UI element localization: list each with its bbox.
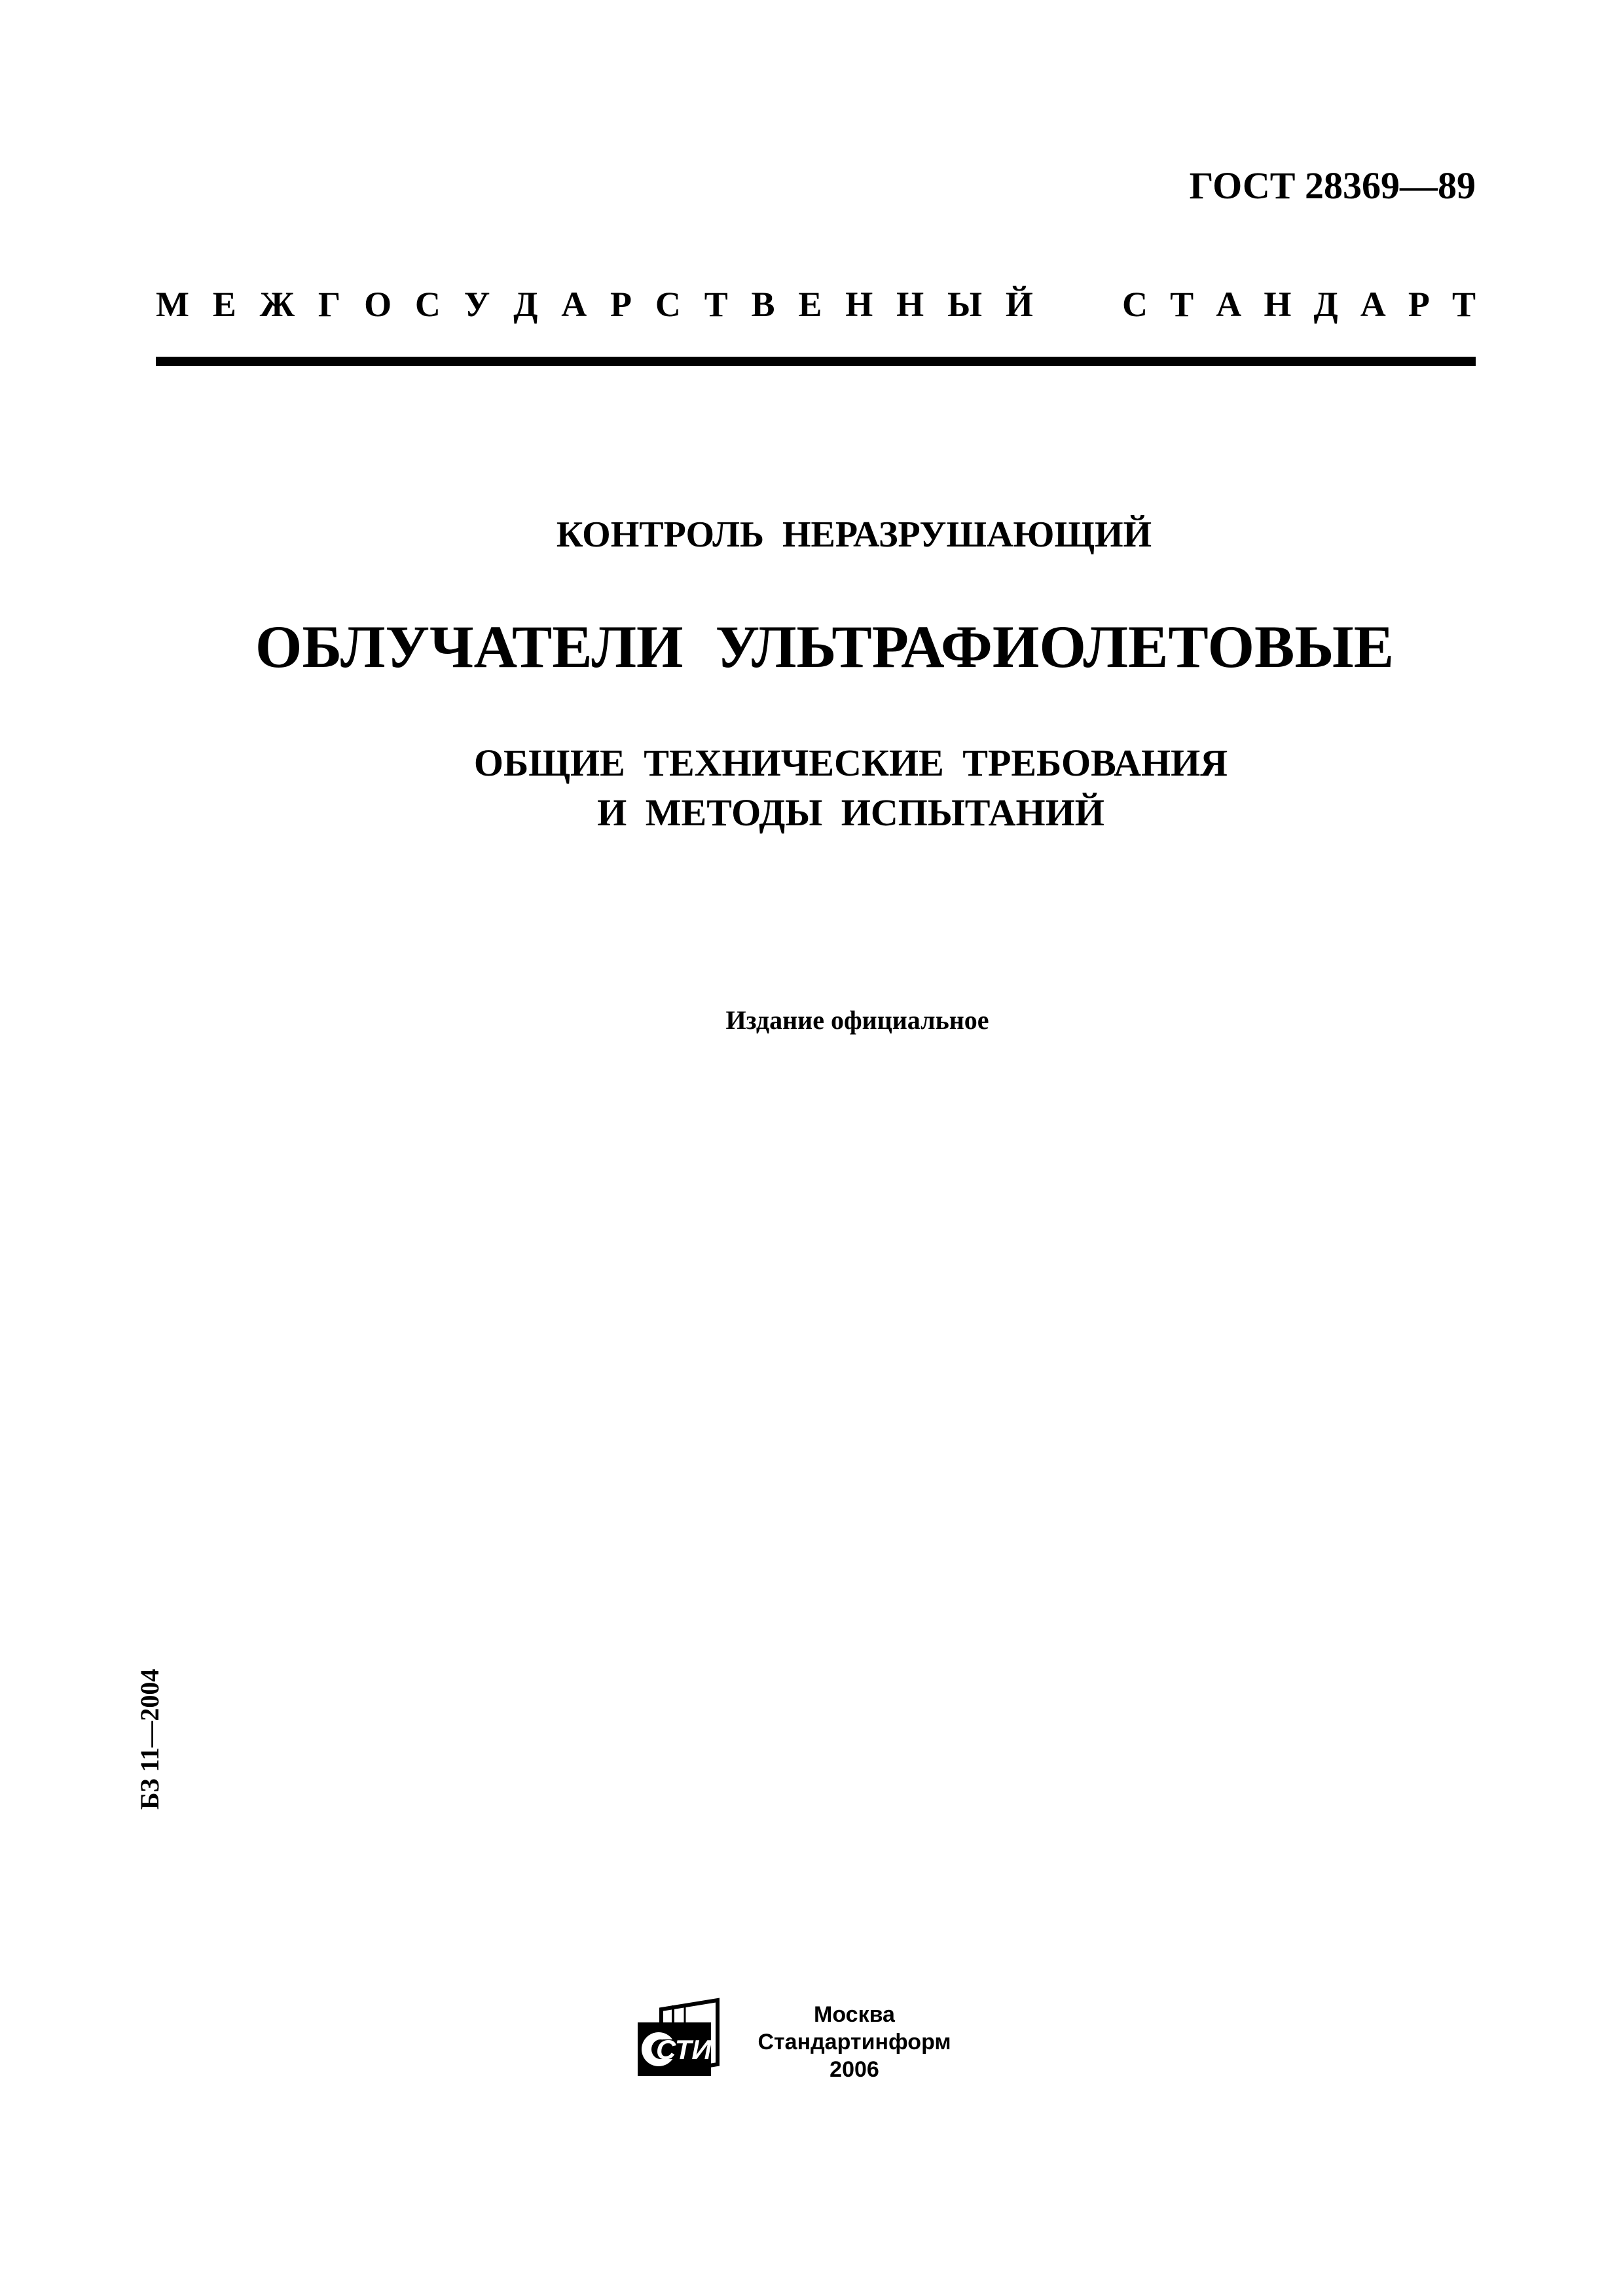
side-code-vertical: БЗ 11—2004 [135, 1668, 164, 1810]
header-word-standard [1122, 285, 1476, 324]
header-letter: Р [1408, 285, 1430, 324]
imprint [756, 2001, 953, 2083]
header-letter: Г [318, 285, 341, 324]
header-letter: Й [1005, 285, 1033, 324]
header-letter: Ж [259, 285, 295, 324]
header-word-interstate [156, 285, 1033, 324]
header-letter: О [364, 285, 392, 324]
header-letter: А [1360, 285, 1386, 324]
header-interstate-standard [156, 285, 1476, 324]
edition-label: Издание официальное [725, 1005, 989, 1035]
header-letter: Т [704, 285, 728, 324]
header-letter: Н [845, 285, 873, 324]
main-title: ОБЛУЧАТЕЛИ УЛЬТРАФИОЛЕТОВЫЕ [255, 613, 1395, 680]
subtitle-line-2: И МЕТОДЫ ИСПЫТАНИЙ [597, 791, 1104, 834]
imprint-publisher: Стандартинформ [757, 2030, 951, 2054]
pre-title: КОНТРОЛЬ НЕРАЗРУШАЮЩИЙ [556, 514, 1152, 555]
subtitle-line-1: ОБЩИЕ ТЕХНИЧЕСКИЕ ТРЕБОВАНИЯ [473, 742, 1228, 784]
header-letter: Д [513, 285, 538, 324]
header-letter: Е [212, 285, 236, 324]
header-letter: Т [1170, 285, 1194, 324]
imprint-year: 2006 [830, 2057, 879, 2082]
header-letter: А [561, 285, 587, 324]
header-letter: Ы [947, 285, 982, 324]
logo-text: СТИ [656, 2034, 712, 2065]
header-divider-rule [156, 357, 1476, 366]
header-letter: Н [896, 285, 924, 324]
standartinform-logo-icon [634, 1996, 732, 2081]
header-letter: Н [1264, 285, 1292, 324]
header-letter: У [464, 285, 490, 324]
header-letter: А [1216, 285, 1242, 324]
header-letter: Е [798, 285, 822, 324]
header-letter: С [414, 285, 441, 324]
header-letter: Т [1451, 285, 1476, 324]
header-letter: Р [610, 285, 632, 324]
header-letter: В [751, 285, 775, 324]
subtitle [0, 738, 1623, 838]
header-letter: М [156, 285, 189, 324]
header-letter: С [1122, 285, 1148, 324]
document-number: ГОСТ 28369—89 [1189, 164, 1476, 207]
header-letter: С [655, 285, 681, 324]
imprint-city: Москва [814, 2002, 895, 2027]
header-letter: Д [1313, 285, 1338, 324]
